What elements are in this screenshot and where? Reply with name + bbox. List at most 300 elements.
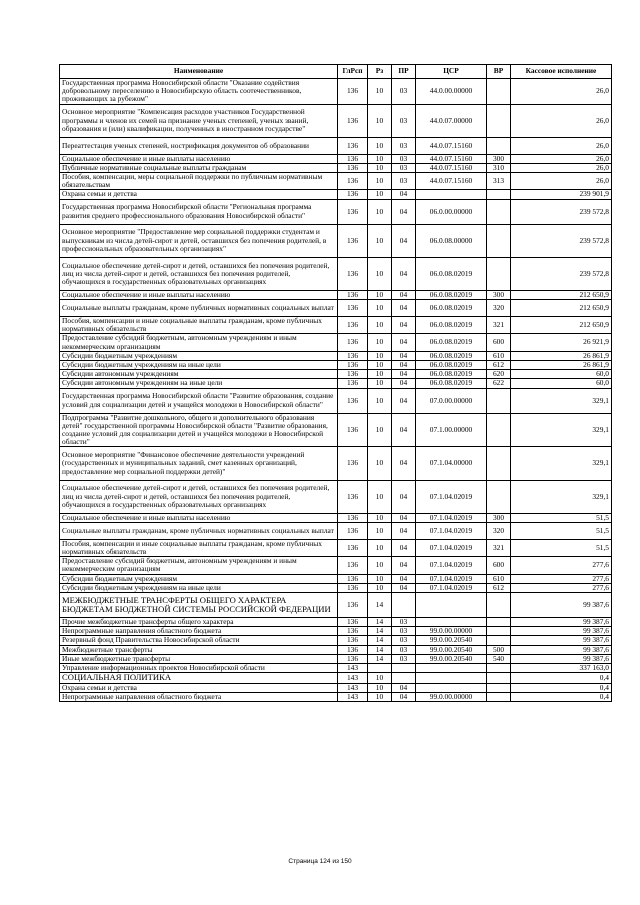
row-rz: 10	[368, 224, 392, 257]
row-rz: 10	[368, 692, 392, 701]
row-vr: 300	[487, 290, 511, 299]
row-vr: 500	[487, 645, 511, 654]
row-grbs: 136	[338, 583, 368, 592]
row-csr	[416, 593, 487, 618]
row-pr: 04	[392, 447, 416, 480]
row-rz: 14	[368, 654, 392, 663]
row-pr: 04	[392, 523, 416, 540]
row-grbs: 136	[338, 513, 368, 522]
row-csr: 07.1.04.02019	[416, 523, 487, 540]
table-row	[60, 654, 612, 663]
table-header-row	[60, 65, 612, 79]
row-amount: 239 572,8	[511, 224, 612, 257]
row-amount: 26 861,9	[511, 361, 612, 370]
table-row	[60, 683, 612, 692]
row-grbs: 136	[338, 104, 368, 137]
row-csr: 06.0.08.02019	[416, 351, 487, 360]
row-name: Подпрограмма "Развитие дошкольного, общего и дополнительного образования детей" государственной программы Новосибирской области "Развитие образования, создание условий для социализации детей и учащейся молодежи в Новосибирской области"	[60, 413, 338, 447]
row-csr: 07.1.04.02019	[416, 583, 487, 592]
row-grbs: 143	[338, 683, 368, 692]
row-amount: 99 387,6	[511, 654, 612, 663]
row-rz: 10	[368, 370, 392, 379]
row-vr	[487, 627, 511, 636]
row-rz: 10	[368, 351, 392, 360]
table-row	[60, 513, 612, 522]
table-row	[60, 316, 612, 333]
table-row	[60, 290, 612, 299]
row-pr: 04	[392, 683, 416, 692]
row-grbs: 136	[338, 290, 368, 299]
row-name: Субсидии автономным учреждениям	[60, 370, 338, 379]
row-rz: 10	[368, 334, 392, 351]
table-row	[60, 593, 612, 618]
row-csr: 07.1.04.00000	[416, 447, 487, 480]
row-amount: 277,6	[511, 557, 612, 574]
row-vr	[487, 673, 511, 683]
table-row	[60, 664, 612, 673]
row-csr: 99.0.00.20540	[416, 645, 487, 654]
row-vr	[487, 683, 511, 692]
table-row	[60, 636, 612, 645]
row-name: Предоставление субсидий бюджетным, автономным учреждениям и иным некоммерческим организациям	[60, 334, 338, 351]
table-row	[60, 173, 612, 190]
row-name: Иные межбюджетные трансферты	[60, 654, 338, 663]
row-rz: 14	[368, 627, 392, 636]
table-row	[60, 361, 612, 370]
row-name: Публичные нормативные социальные выплаты гражданам	[60, 163, 338, 172]
row-vr: 620	[487, 370, 511, 379]
row-pr: 04	[392, 692, 416, 701]
row-csr: 06.0.08.02019	[416, 361, 487, 370]
row-name: Непрограммные направления областного бюджета	[60, 627, 338, 636]
row-amount: 99 387,6	[511, 618, 612, 627]
table-row	[60, 224, 612, 257]
row-grbs: 136	[338, 618, 368, 627]
row-csr: 06.0.08.02019	[416, 300, 487, 317]
row-grbs: 136	[338, 316, 368, 333]
row-vr: 300	[487, 154, 511, 163]
table-row	[60, 137, 612, 154]
row-vr: 610	[487, 351, 511, 360]
row-vr: 612	[487, 583, 511, 592]
row-pr: 03	[392, 154, 416, 163]
row-grbs: 143	[338, 673, 368, 683]
row-vr	[487, 224, 511, 257]
row-name: Социальное обеспечение и иные выплаты населению	[60, 290, 338, 299]
row-csr: 07.1.04.02019	[416, 574, 487, 583]
row-amount: 0,4	[511, 673, 612, 683]
row-rz: 10	[368, 104, 392, 137]
row-vr	[487, 137, 511, 154]
row-rz: 14	[368, 618, 392, 627]
row-name: Охрана семьи и детства	[60, 683, 338, 692]
row-vr: 610	[487, 574, 511, 583]
row-amount: 26,0	[511, 163, 612, 172]
row-pr: 03	[392, 636, 416, 645]
row-amount: 212 650,9	[511, 300, 612, 317]
row-name: Социальное обеспечение и иные выплаты населению	[60, 513, 338, 522]
row-grbs: 136	[338, 574, 368, 583]
table-row	[60, 480, 612, 513]
row-csr: 07.1.04.02019	[416, 539, 487, 556]
row-amount: 99 387,6	[511, 627, 612, 636]
row-amount: 26 921,9	[511, 334, 612, 351]
row-csr: 07.1.04.02019	[416, 557, 487, 574]
row-grbs: 136	[338, 199, 368, 224]
header-vr: ВР	[487, 65, 511, 79]
row-pr: 04	[392, 316, 416, 333]
row-amount: 239 572,8	[511, 257, 612, 290]
table-row	[60, 447, 612, 480]
row-csr: 06.0.08.02019	[416, 257, 487, 290]
row-amount: 337 163,0	[511, 664, 612, 673]
table-row	[60, 79, 612, 105]
row-pr: 04	[392, 539, 416, 556]
row-vr	[487, 388, 511, 413]
row-amount: 99 387,6	[511, 636, 612, 645]
row-pr: 03	[392, 79, 416, 105]
row-vr	[487, 447, 511, 480]
row-csr: 07.1.00.00000	[416, 413, 487, 447]
table-row	[60, 413, 612, 447]
row-name: Субсидии бюджетным учреждениям на иные цели	[60, 361, 338, 370]
header-rz: Рз	[368, 65, 392, 79]
row-pr: 04	[392, 290, 416, 299]
row-pr: 04	[392, 257, 416, 290]
row-rz: 10	[368, 379, 392, 388]
row-csr: 06.0.08.02019	[416, 316, 487, 333]
row-amount: 26,0	[511, 79, 612, 105]
row-amount: 26,0	[511, 104, 612, 137]
row-name: Непрограммные направления областного бюджета	[60, 692, 338, 701]
row-grbs: 136	[338, 370, 368, 379]
row-grbs: 136	[338, 636, 368, 645]
row-vr: 321	[487, 539, 511, 556]
row-pr: 04	[392, 224, 416, 257]
table-row	[60, 163, 612, 172]
row-rz: 10	[368, 257, 392, 290]
row-name: Межбюджетные трансферты	[60, 645, 338, 654]
table-row	[60, 645, 612, 654]
row-grbs: 136	[338, 627, 368, 636]
row-csr: 44.0.00.00000	[416, 79, 487, 105]
row-grbs: 136	[338, 224, 368, 257]
row-csr: 06.0.08.02019	[416, 334, 487, 351]
table-row	[60, 627, 612, 636]
row-grbs: 136	[338, 154, 368, 163]
row-grbs: 136	[338, 593, 368, 618]
row-vr	[487, 413, 511, 447]
row-pr: 04	[392, 199, 416, 224]
row-rz: 10	[368, 190, 392, 199]
row-csr: 99.0.00.00000	[416, 627, 487, 636]
row-csr: 44.0.07.15160	[416, 137, 487, 154]
row-vr	[487, 79, 511, 105]
row-amount: 26 861,9	[511, 351, 612, 360]
row-vr: 313	[487, 173, 511, 190]
table-row	[60, 379, 612, 388]
row-grbs: 136	[338, 388, 368, 413]
row-pr: 03	[392, 645, 416, 654]
table-row	[60, 388, 612, 413]
header-pr: ПР	[392, 65, 416, 79]
row-pr: 03	[392, 654, 416, 663]
row-rz: 10	[368, 361, 392, 370]
row-vr	[487, 636, 511, 645]
row-vr	[487, 593, 511, 618]
row-name: Социальные выплаты гражданам, кроме публичных нормативных социальных выплат	[60, 300, 338, 317]
row-name: Социальные выплаты гражданам, кроме публичных нормативных социальных выплат	[60, 523, 338, 540]
row-pr: 03	[392, 627, 416, 636]
row-vr: 600	[487, 334, 511, 351]
table-row	[60, 673, 612, 683]
row-name: Основное мероприятие "Предоставление мер социальной поддержки студентам и выпускникам из числа детей-сирот и детей, оставшихся без попечения родителей, в профессиональных образовательных организациях"	[60, 224, 338, 257]
row-rz: 10	[368, 539, 392, 556]
table-row	[60, 199, 612, 224]
row-grbs: 136	[338, 539, 368, 556]
row-amount: 26,0	[511, 137, 612, 154]
row-grbs: 136	[338, 334, 368, 351]
row-name: СОЦИАЛЬНАЯ ПОЛИТИКА	[60, 673, 338, 683]
row-csr	[416, 190, 487, 199]
table-row	[60, 351, 612, 360]
row-pr: 03	[392, 173, 416, 190]
row-rz: 10	[368, 574, 392, 583]
row-grbs: 136	[338, 137, 368, 154]
row-amount: 26,0	[511, 154, 612, 163]
row-amount: 277,6	[511, 583, 612, 592]
row-vr: 612	[487, 361, 511, 370]
row-name: Социальное обеспечение и иные выплаты населению	[60, 154, 338, 163]
row-csr: 44.0.07.15160	[416, 163, 487, 172]
row-grbs: 136	[338, 645, 368, 654]
row-pr: 04	[392, 413, 416, 447]
row-vr	[487, 664, 511, 673]
row-amount: 60,0	[511, 370, 612, 379]
row-pr: 04	[392, 190, 416, 199]
row-csr: 07.1.04.02019	[416, 513, 487, 522]
row-grbs: 136	[338, 351, 368, 360]
row-csr: 07.1.04.02019	[416, 480, 487, 513]
row-name: Управление информационных проектов Новосибирской области	[60, 664, 338, 673]
row-vr	[487, 692, 511, 701]
row-vr: 600	[487, 557, 511, 574]
row-pr: 03	[392, 163, 416, 172]
row-rz: 10	[368, 290, 392, 299]
row-name: Социальное обеспечение детей-сирот и детей, оставшихся без попечения родителей, лиц из числа детей-сирот и детей, оставшихся без попечения родителей, обучающихся в государственных образовательных организациях	[60, 257, 338, 290]
row-name: Основное мероприятие "Финансовое обеспечение деятельности учреждений (государственных и муниципальных заданий, смет казенных организаций, предоставление мер социальной поддержки детей)"	[60, 447, 338, 480]
row-grbs: 136	[338, 163, 368, 172]
row-rz: 10	[368, 173, 392, 190]
row-grbs: 136	[338, 79, 368, 105]
row-pr: 03	[392, 137, 416, 154]
row-pr: 04	[392, 300, 416, 317]
row-csr: 44.0.07.00000	[416, 104, 487, 137]
row-vr: 300	[487, 513, 511, 522]
row-vr	[487, 257, 511, 290]
budget-table	[59, 64, 612, 702]
row-vr: 320	[487, 523, 511, 540]
row-name: Пособия, компенсации и иные социальные выплаты гражданам, кроме публичных нормативных обязательств	[60, 316, 338, 333]
row-pr: 04	[392, 379, 416, 388]
row-grbs: 136	[338, 523, 368, 540]
row-pr: 03	[392, 104, 416, 137]
row-amount: 329,1	[511, 480, 612, 513]
row-pr	[392, 593, 416, 618]
row-rz: 10	[368, 154, 392, 163]
row-vr: 540	[487, 654, 511, 663]
row-csr	[416, 673, 487, 683]
row-pr: 04	[392, 480, 416, 513]
row-name: Субсидии бюджетным учреждениям на иные цели	[60, 583, 338, 592]
row-vr	[487, 190, 511, 199]
row-csr: 06.0.08.02019	[416, 370, 487, 379]
row-csr	[416, 664, 487, 673]
row-rz: 10	[368, 683, 392, 692]
row-pr: 04	[392, 351, 416, 360]
row-pr: 03	[392, 618, 416, 627]
row-csr: 06.0.08.02019	[416, 290, 487, 299]
table-row	[60, 574, 612, 583]
row-rz: 10	[368, 447, 392, 480]
row-name: Государственная программа Новосибирской области "Оказание содействия добровольному переселению в Новосибирскую область соотечественников, проживающих за рубежом"	[60, 79, 338, 105]
row-rz: 10	[368, 523, 392, 540]
row-grbs: 136	[338, 557, 368, 574]
row-vr	[487, 480, 511, 513]
row-csr: 07.0.00.00000	[416, 388, 487, 413]
row-grbs: 136	[338, 361, 368, 370]
row-rz: 10	[368, 316, 392, 333]
row-name: Охрана семьи и детства	[60, 190, 338, 199]
row-name: Субсидии бюджетным учреждениям	[60, 351, 338, 360]
row-csr: 44.0.07.15160	[416, 154, 487, 163]
table-row	[60, 370, 612, 379]
row-grbs: 136	[338, 190, 368, 199]
row-rz: 10	[368, 300, 392, 317]
header-name: Наименование	[60, 65, 338, 79]
table-row	[60, 190, 612, 199]
row-name: Предоставление субсидий бюджетным, автономным учреждениям и иным некоммерческим организациям	[60, 557, 338, 574]
row-csr: 99.0.00.20540	[416, 636, 487, 645]
row-amount: 277,6	[511, 574, 612, 583]
row-amount: 60,0	[511, 379, 612, 388]
table-row	[60, 618, 612, 627]
row-rz: 10	[368, 199, 392, 224]
row-csr: 06.0.08.02019	[416, 379, 487, 388]
row-rz: 10	[368, 79, 392, 105]
row-amount: 0,4	[511, 683, 612, 692]
row-pr	[392, 673, 416, 683]
row-rz: 10	[368, 163, 392, 172]
row-vr	[487, 199, 511, 224]
row-rz: 10	[368, 137, 392, 154]
row-amount: 329,1	[511, 388, 612, 413]
row-amount: 99 387,6	[511, 645, 612, 654]
row-name: Субсидии автономным учреждениям на иные цели	[60, 379, 338, 388]
row-amount: 212 650,9	[511, 316, 612, 333]
row-amount: 239 901,9	[511, 190, 612, 199]
table-row	[60, 523, 612, 540]
row-vr: 320	[487, 300, 511, 317]
row-rz: 14	[368, 645, 392, 654]
row-rz: 10	[368, 583, 392, 592]
table-row	[60, 692, 612, 701]
row-rz	[368, 664, 392, 673]
row-name: Пособия, компенсации, меры социальной поддержки по публичным нормативным обязательствам	[60, 173, 338, 190]
row-csr: 99.0.00.20540	[416, 654, 487, 663]
row-pr: 04	[392, 361, 416, 370]
row-grbs: 136	[338, 480, 368, 513]
row-vr	[487, 104, 511, 137]
row-grbs: 136	[338, 257, 368, 290]
header-amount: Кассовое исполнение	[511, 65, 612, 79]
row-rz: 14	[368, 593, 392, 618]
row-vr: 310	[487, 163, 511, 172]
row-pr	[392, 664, 416, 673]
page-footer: Страница 124 из 150	[288, 858, 352, 865]
row-pr: 04	[392, 370, 416, 379]
row-csr: 44.0.07.15160	[416, 173, 487, 190]
row-pr: 04	[392, 388, 416, 413]
row-rz: 10	[368, 557, 392, 574]
table-body	[60, 79, 612, 702]
row-name: Субсидии бюджетным учреждениям	[60, 574, 338, 583]
table-row	[60, 583, 612, 592]
row-csr: 06.0.00.00000	[416, 199, 487, 224]
row-name: Государственная программа Новосибирской области "Региональная программа развития среднего профессионального образования Новосибирской области"	[60, 199, 338, 224]
row-rz: 10	[368, 413, 392, 447]
row-rz: 10	[368, 388, 392, 413]
row-amount: 239 572,8	[511, 199, 612, 224]
row-name: Государственная программа Новосибирской области "Развитие образования, создание условий для социализации детей и учащейся молодежи в Новосибирской области"	[60, 388, 338, 413]
row-grbs: 136	[338, 447, 368, 480]
table-row	[60, 300, 612, 317]
row-pr: 04	[392, 574, 416, 583]
table-row	[60, 104, 612, 137]
row-amount: 212 650,9	[511, 290, 612, 299]
row-name: Резервный фонд Правительства Новосибирской области	[60, 636, 338, 645]
row-rz: 10	[368, 513, 392, 522]
row-amount: 51,5	[511, 513, 612, 522]
row-name: Переаттестация ученых степеней, нострификация документов об образовании	[60, 137, 338, 154]
row-vr	[487, 618, 511, 627]
row-name: МЕЖБЮДЖЕТНЫЕ ТРАНСФЕРТЫ ОБЩЕГО ХАРАКТЕРА БЮДЖЕТАМ БЮДЖЕТНОЙ СИСТЕМЫ РОССИЙСКОЙ ФЕДЕРАЦИИ	[60, 593, 338, 618]
row-name: Основное мероприятие "Компенсация расходов участников Государственной программы и членов их семей на признание ученых степеней, ученых званий, образования и (или) квалификации, полученных в иностранном государстве"	[60, 104, 338, 137]
row-csr	[416, 618, 487, 627]
row-rz: 10	[368, 673, 392, 683]
row-grbs: 136	[338, 379, 368, 388]
table-row	[60, 539, 612, 556]
row-vr: 622	[487, 379, 511, 388]
row-rz: 14	[368, 636, 392, 645]
row-amount: 0,4	[511, 692, 612, 701]
row-pr: 04	[392, 334, 416, 351]
row-amount: 99 387,6	[511, 593, 612, 618]
table-row	[60, 334, 612, 351]
header-csr: ЦСР	[416, 65, 487, 79]
row-amount: 329,1	[511, 447, 612, 480]
row-csr: 99.0.00.00000	[416, 692, 487, 701]
row-name: Пособия, компенсации и иные социальные выплаты гражданам, кроме публичных нормативных обязательств	[60, 539, 338, 556]
row-vr: 321	[487, 316, 511, 333]
row-grbs: 136	[338, 300, 368, 317]
table-row	[60, 257, 612, 290]
row-grbs: 136	[338, 173, 368, 190]
row-amount: 51,5	[511, 523, 612, 540]
table-row	[60, 557, 612, 574]
row-csr: 06.0.08.00000	[416, 224, 487, 257]
row-pr: 04	[392, 583, 416, 592]
